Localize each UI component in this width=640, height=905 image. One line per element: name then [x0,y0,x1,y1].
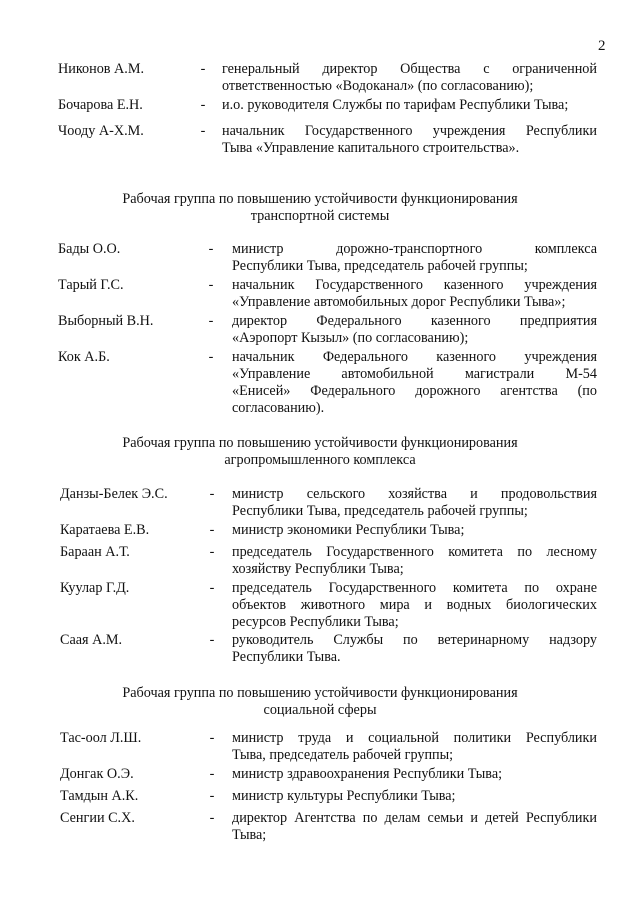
position-line: министр дорожно-транспортного комплекса [232,241,597,257]
member-position [232,349,597,417]
member-name: Чооду А-Х.М. [58,123,144,139]
page-number: 2 [598,38,606,54]
member-dash: - [209,544,215,560]
section-heading [0,435,640,469]
member-position [232,277,597,311]
member-dash: - [209,632,215,648]
member-name: Никонов А.М. [58,61,144,77]
position-line: генеральный директор Общества с ограниченной [222,61,597,77]
section-heading-line: Рабочая группа по повышению устойчивости функционирования [122,435,518,451]
position-line: министр труда и социальной политики Республики [232,730,597,746]
member-position [232,522,597,539]
section-heading-line: транспортной системы [250,208,390,224]
position-line: «Управление автомобильных дорог Республики Тыва»; [232,294,566,310]
position-line: Тыва; [232,827,267,843]
member-position [232,730,597,764]
position-line: председатель Государственного комитета по охране [232,580,597,596]
member-name: Куулар Г.Д. [60,580,130,596]
member-position [222,97,597,114]
member-name: Саая А.М. [60,632,123,648]
member-dash: - [200,123,206,139]
position-line: начальник Государственного казенного учреждения [232,277,597,293]
position-line: директор Федерального казенного предприятия [232,313,597,329]
member-dash: - [208,277,214,293]
member-dash: - [200,61,206,77]
member-position [222,123,597,157]
member-name: Данзы-Белек Э.С. [60,486,168,502]
member-dash: - [209,730,215,746]
member-name: Тамдын А.К. [60,788,139,804]
position-line: начальник Государственного учреждения Республики [222,123,597,139]
member-position [232,766,597,783]
section-heading-line: социальной сферы [263,702,377,718]
position-line: министр сельского хозяйства и продовольствия [232,486,597,502]
position-line: «Енисей» Федерального дорожного агентства (по [232,383,597,399]
position-line: министр здравоохранения Республики Тыва; [232,766,503,782]
position-line: Республики Тыва. [232,649,341,665]
member-name: Тарый Г.С. [58,277,124,293]
position-line: председатель Государственного комитета по лесному [232,544,597,560]
member-position [232,580,597,631]
member-dash: - [209,766,215,782]
position-line: Республики Тыва, председатель рабочей группы; [232,503,528,519]
position-line: и.о. руководителя Службы по тарифам Республики Тыва; [222,97,569,113]
member-position [232,486,597,520]
section-heading-line: агропромышленного комплекса [224,452,416,468]
position-line: министр культуры Республики Тыва; [232,788,456,804]
member-position [232,544,597,578]
member-name: Каратаева Е.В. [60,522,150,538]
position-line: министр экономики Республики Тыва; [232,522,465,538]
section-heading-line: Рабочая группа по повышению устойчивости функционирования [122,685,518,701]
section-heading-line: Рабочая группа по повышению устойчивости функционирования [122,191,518,207]
member-position [232,810,597,844]
position-line: «Аэропорт Кызыл» (по согласованию); [232,330,469,346]
member-position [232,632,597,666]
member-dash: - [208,313,214,329]
member-position [232,788,597,805]
position-line: объектов животного мира и водных биологических [232,597,597,613]
member-name: Тас-оол Л.Ш. [60,730,142,746]
position-line: ресурсов Республики Тыва; [232,614,399,630]
position-line: директор Агентства по делам семьи и детей Республики [232,810,597,826]
member-position [232,241,597,275]
position-line: Тыва, председатель рабочей группы; [232,747,454,763]
section-heading [0,191,640,225]
member-dash: - [200,97,206,113]
member-dash: - [209,522,215,538]
member-name: Бады О.О. [58,241,121,257]
position-line: хозяйству Республики Тыва; [232,561,404,577]
member-name: Кок А.Б. [58,349,110,365]
member-dash: - [208,349,214,365]
position-line: «Управление автомобильной магистрали М-54 [232,366,597,382]
member-dash: - [208,241,214,257]
position-line: Тыва «Управление капитального строительства». [222,140,520,156]
member-dash: - [209,810,215,826]
member-name: Выборный В.Н. [58,313,154,329]
position-line: руководитель Службы по ветеринарному надзору [232,632,597,648]
member-dash: - [209,580,215,596]
member-dash: - [209,788,215,804]
position-line: начальник Федерального казенного учреждения [232,349,597,365]
section-heading [0,685,640,719]
position-line: ответственностью «Водоканал» (по согласованию); [222,78,534,94]
member-name: Сенгии С.Х. [60,810,135,826]
position-line: согласованию). [232,400,325,416]
member-name: Бочарова Е.Н. [58,97,143,113]
member-position [222,61,597,95]
member-position [232,313,597,347]
position-line: Республики Тыва, председатель рабочей группы; [232,258,528,274]
member-dash: - [209,486,215,502]
member-name: Бараан А.Т. [60,544,130,560]
member-name: Донгак О.Э. [60,766,134,782]
